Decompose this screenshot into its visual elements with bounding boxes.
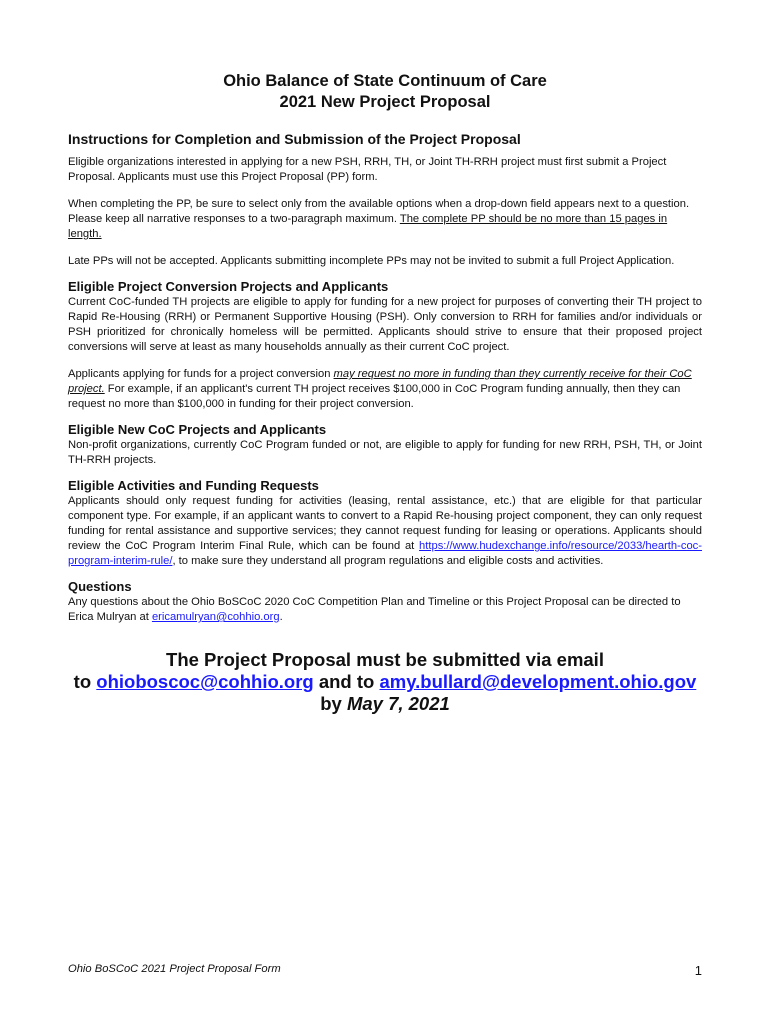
- document-title-line2: 2021 New Project Proposal: [279, 93, 491, 111]
- activities-paragraph: [68, 494, 702, 569]
- questions-paragraph-end: .: [279, 611, 283, 623]
- questions-heading: Questions: [68, 579, 132, 594]
- conversion-paragraph-2: [68, 367, 702, 412]
- instructions-paragraph-1: Eligible organizations interested in applying for a new PSH, RRH, TH, or Joint TH-RRH project must first submit a Project Proposal. Applicants must use this Project Proposal (PP) form.: [68, 156, 667, 183]
- document-title-line1: Ohio Balance of State Continuum of Care: [223, 72, 547, 90]
- activities-heading: Eligible Activities and Funding Requests: [68, 478, 319, 493]
- instructions-heading: Instructions for Completion and Submission of the Project Proposal: [68, 131, 521, 147]
- conversion-heading: Eligible Project Conversion Projects and Applicants: [68, 279, 389, 294]
- instructions-paragraph-2: [68, 197, 702, 242]
- submission-email-2-link[interactable]: amy.bullard@development.ohio.gov: [379, 671, 697, 692]
- page-content: [68, 71, 702, 715]
- new-projects-paragraph: Non-profit organizations, currently CoC Program funded or not, are eligible to apply for funding for new RRH, PSH, TH, or Joint TH-RRH projects.: [68, 439, 702, 466]
- submission-email-1-link[interactable]: ohioboscoc@cohhio.org: [96, 671, 314, 692]
- activities-paragraph-end: , to make sure they understand all program regulations and eligible costs and activities.: [172, 555, 604, 567]
- submission-deadline: May 7, 2021: [346, 693, 450, 714]
- page-limit-note: The complete PP should be no more than 15 pages in length.: [68, 213, 668, 240]
- instructions-paragraph-3: Late PPs will not be accepted. Applicants submitting incomplete PPs may not be invited to submit a full Project Application.: [68, 255, 675, 267]
- conversion-paragraph-1: Current CoC-funded TH projects are eligible to apply for funding for a new project for purposes of converting their TH project to Rapid Re-Housing (RRH) or Permanent Supportive Housing (PSH). Only conversion to RRH for families and/or individuals or PSH prioritized for chronically homeless will be permitted. Applicants should strive to ensure that their proposed project conversions will serve at least as many households annually as their current CoC project.: [68, 296, 702, 353]
- submission-to-prefix: to: [73, 671, 97, 692]
- contact-email-link[interactable]: ericamulryan@cohhio.org: [151, 611, 280, 623]
- footer-page-number: 1: [694, 963, 702, 978]
- activities-paragraph-start: Applicants should only request funding for activities (leasing, rental assistance, etc.) that are eligible for that particular component type. For example, if an applicant wants to convert to a Rapid Re-housing project component, they can only request funding for rental assistance and supportive services; they cannot request funding for leasing or operations. Applicants should review the CoC Program Interim Final Rule, which can be found at: [68, 495, 702, 552]
- submission-line-1: The Project Proposal must be submitted via email: [166, 649, 604, 670]
- conversion-paragraph-2-start: Applicants applying for funds for a project conversion: [68, 368, 334, 380]
- submission-and-to: and to: [313, 671, 380, 692]
- submission-line-3: [68, 693, 702, 715]
- instructions-paragraph-2-text: When completing the PP, be sure to select only from the available options when a drop-down field appears next to a question. Please keep all narrative responses to a two-paragraph maximum.: [68, 198, 690, 225]
- conversion-paragraph-2-end: For example, if an applicant's current TH project receives $100,000 in CoC Program funding annually, then they can request no more than $100,000 in funding for their project conversion.: [68, 383, 681, 410]
- interim-rule-link[interactable]: https://www.hudexchange.info/resource/2033/hearth-coc-program-interim-rule/: [68, 540, 702, 567]
- footer-form-name: Ohio BoSCoC 2021 Project Proposal Form: [68, 963, 281, 975]
- questions-paragraph: [68, 595, 702, 625]
- submission-notice: [68, 649, 702, 715]
- submission-line-2: [68, 671, 702, 693]
- submission-by: by: [320, 693, 347, 714]
- questions-paragraph-start: Any questions about the Ohio BoSCoC 2020 CoC Competition Plan and Timeline or this Project Proposal can be directed to Erica Mulryan at: [68, 596, 681, 623]
- new-projects-heading: Eligible New CoC Projects and Applicants: [68, 422, 327, 437]
- funding-limit-note: may request no more in funding than they currently receive for their CoC project.: [68, 368, 692, 395]
